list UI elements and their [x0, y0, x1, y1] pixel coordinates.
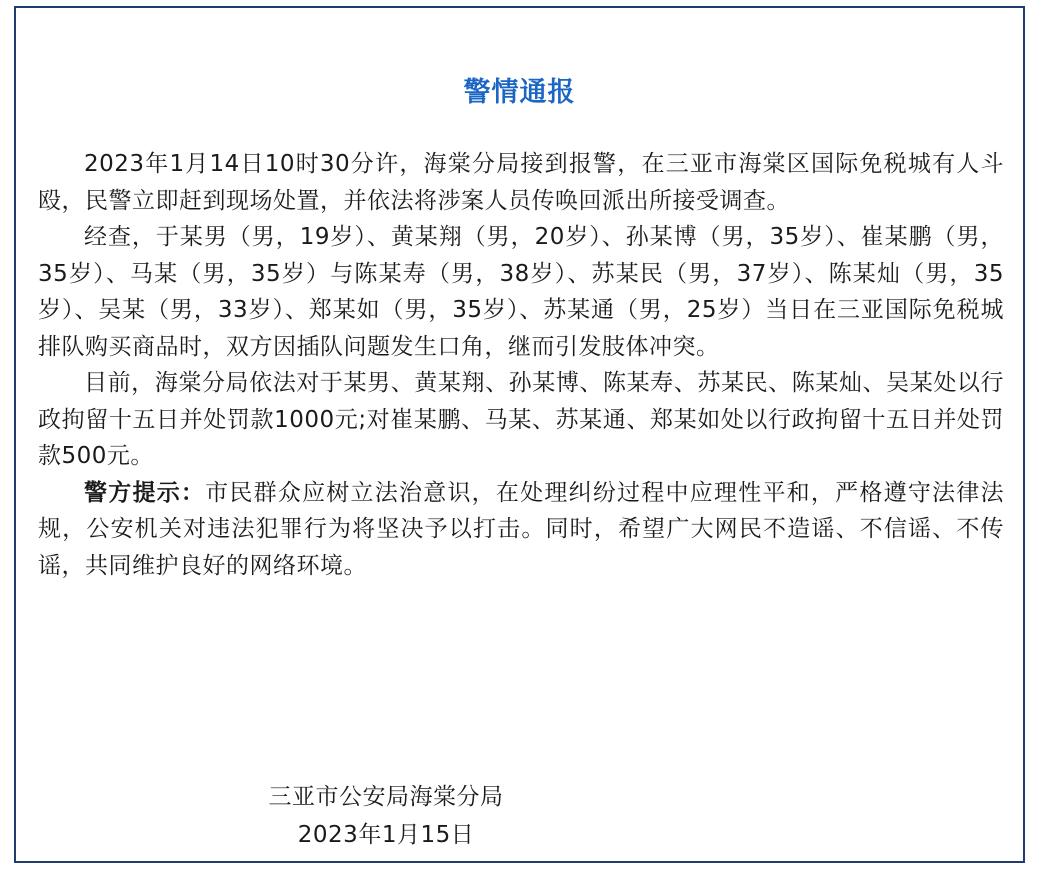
signature-organization: 三亚市公安局海棠分局 — [268, 784, 504, 810]
paragraph-incident: 2023年1月14日10时30分许，海棠分局接到报警，在三亚市海棠区国际免税城有人斗殴，民警立即赶到现场处置，并依法将涉案人员传唤回派出所接受调查。 — [38, 151, 1004, 214]
paragraph-penalty: 目前，海棠分局依法对于某男、黄某翔、孙某博、陈某寿、苏某民、陈某灿、吴某处以行政拘留十五日并处罚款1000元;对崔某鹏、马某、苏某通、郑某如处以行政拘留十五日并处罚款500元。 — [38, 370, 1004, 469]
police-tip-text: 市民群众应树立法治意识，在处理纠纷过程中应理性平和，严格遵守法律法规，公安机关对违法犯罪行为将坚决予以打击。同时，希望广大网民不造谣、不信谣、不传谣，共同维护良好的网络环境。 — [38, 479, 1005, 579]
notice-body — [38, 146, 1004, 584]
paragraph-police-tip — [38, 475, 1004, 585]
notice-frame — [14, 6, 1025, 863]
notice-title: 警情通报 — [463, 77, 576, 108]
police-tip-label: 警方提示： — [84, 479, 206, 506]
signature-date: 2023年1月15日 — [297, 822, 475, 848]
paragraph-investigation: 经查，于某男（男，19岁）、黄某翔（男，20岁）、孙某博（男，35岁）、崔某鹏（男，35岁）、马某（男，35岁）与陈某寿（男，38岁）、苏某民（男，37岁）、陈某灿（男，35岁）、吴某（男，33岁）、郑某如（男，35岁）、苏某通（男，25岁）当日在三亚国际免税城排队购买商品时，双方因插队问题发生口角，继而引发肢体冲突。 — [38, 224, 1004, 360]
